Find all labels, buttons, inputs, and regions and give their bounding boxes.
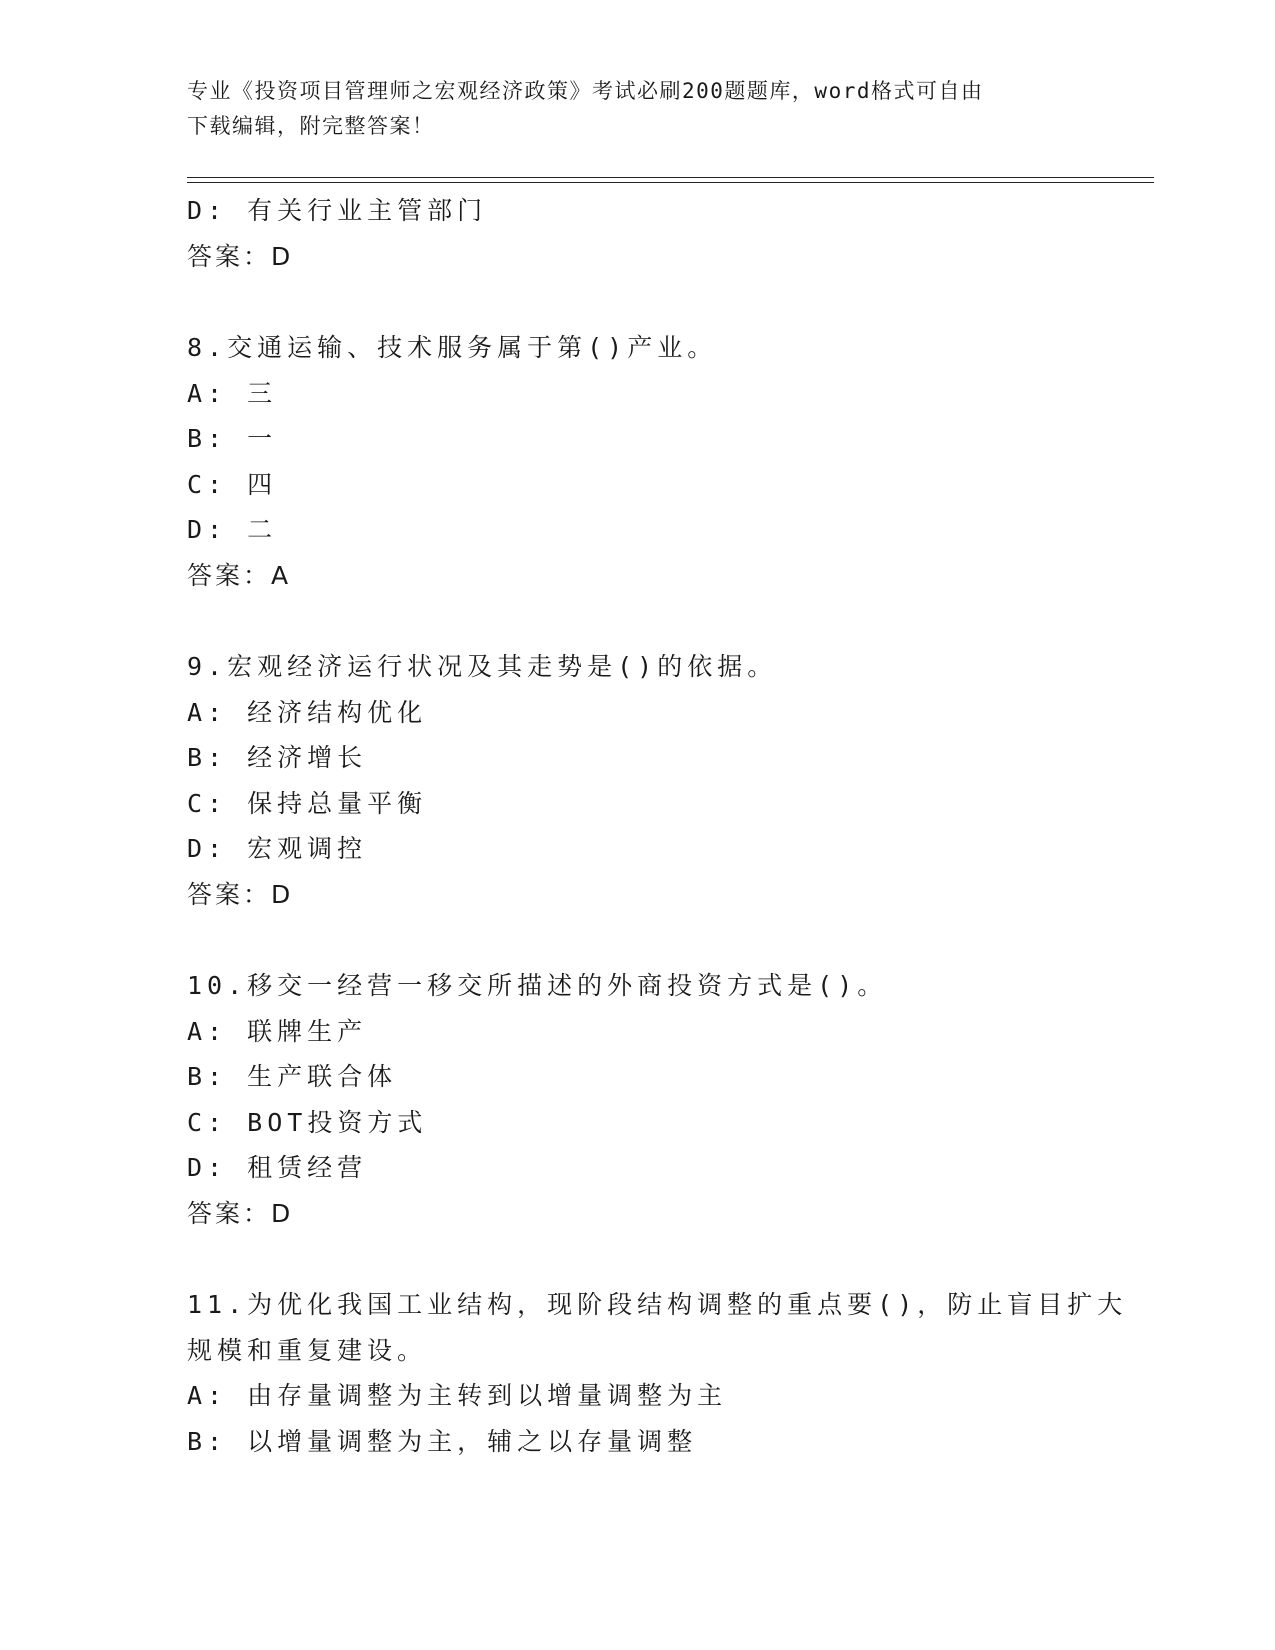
option-text: 四 — [247, 469, 278, 499]
answer-line: 答案：D — [187, 241, 294, 271]
option-key: D: — [187, 196, 228, 225]
option-key: B: — [187, 424, 228, 453]
header-divider — [187, 177, 1154, 183]
question-stem: 11.为优化我国工业结构，现阶段结构调整的重点要()，防止盲目扩大 — [187, 1290, 1128, 1319]
option-key: A: — [187, 1381, 228, 1410]
option-key: B: — [187, 743, 228, 772]
option-b — [187, 1419, 1147, 1465]
option-key: B: — [187, 1426, 228, 1456]
option-d — [187, 507, 1147, 553]
option-text: 有关行业主管部门 — [247, 196, 488, 225]
answer-line: 答案：A — [187, 560, 292, 590]
option-text: 联牌生产 — [247, 1016, 368, 1046]
option-text: 保持总量平衡 — [247, 788, 428, 818]
option-text: 租赁经营 — [247, 1153, 368, 1182]
option-a — [187, 1009, 1147, 1055]
option-text: 由存量调整为主转到以增量调整为主 — [247, 1381, 728, 1410]
answer-line: 答案：D — [187, 1198, 294, 1228]
option-a — [187, 1373, 1147, 1419]
option-key: A: — [187, 1016, 228, 1046]
option-a — [187, 690, 1147, 736]
option-key: D: — [187, 834, 228, 863]
option-text: BOT投资方式 — [247, 1107, 428, 1137]
question-stem: 8.交通运输、技术服务属于第()产业。 — [187, 333, 718, 362]
option-key: C: — [187, 1107, 228, 1137]
option-b — [187, 1054, 1147, 1100]
question-stem-continued: 规模和重复建设。 — [187, 1335, 428, 1365]
option-key: D: — [187, 1153, 228, 1182]
option-c — [187, 1100, 1147, 1146]
option-key: C: — [187, 788, 228, 818]
option-a — [187, 371, 1147, 417]
question-list — [187, 188, 1147, 1464]
option-text: 以增量调整为主，辅之以存量调整 — [247, 1426, 698, 1456]
option-key: A: — [187, 697, 228, 727]
option-text: 二 — [247, 515, 278, 544]
option-c — [187, 462, 1147, 508]
option-text: 三 — [247, 378, 278, 408]
header-line-2: 下载编辑，附完整答案！ — [187, 114, 435, 138]
option-text: 生产联合体 — [247, 1062, 398, 1091]
header-line-1: 专业《投资项目管理师之宏观经济政策》考试必刷200题题库，word格式可自由 — [187, 79, 984, 103]
question-stem: 9.宏观经济运行状况及其走势是()的依据。 — [187, 652, 778, 681]
option-text: 一 — [247, 424, 278, 453]
option-key: C: — [187, 469, 228, 499]
option-text: 宏观调控 — [247, 834, 368, 863]
option-key: B: — [187, 1062, 228, 1091]
option-d — [187, 826, 1147, 872]
option-text: 经济结构优化 — [247, 697, 428, 727]
option-b — [187, 416, 1147, 462]
option-text: 经济增长 — [247, 743, 368, 772]
answer-line: 答案：D — [187, 879, 294, 909]
option-b — [187, 735, 1147, 781]
option-d — [187, 188, 1147, 234]
option-key: A: — [187, 378, 228, 408]
option-d — [187, 1145, 1147, 1191]
option-key: D: — [187, 515, 228, 544]
document-header — [187, 74, 1087, 144]
question-stem: 10.移交一经营一移交所描述的外商投资方式是()。 — [187, 971, 888, 1000]
option-c — [187, 781, 1147, 827]
